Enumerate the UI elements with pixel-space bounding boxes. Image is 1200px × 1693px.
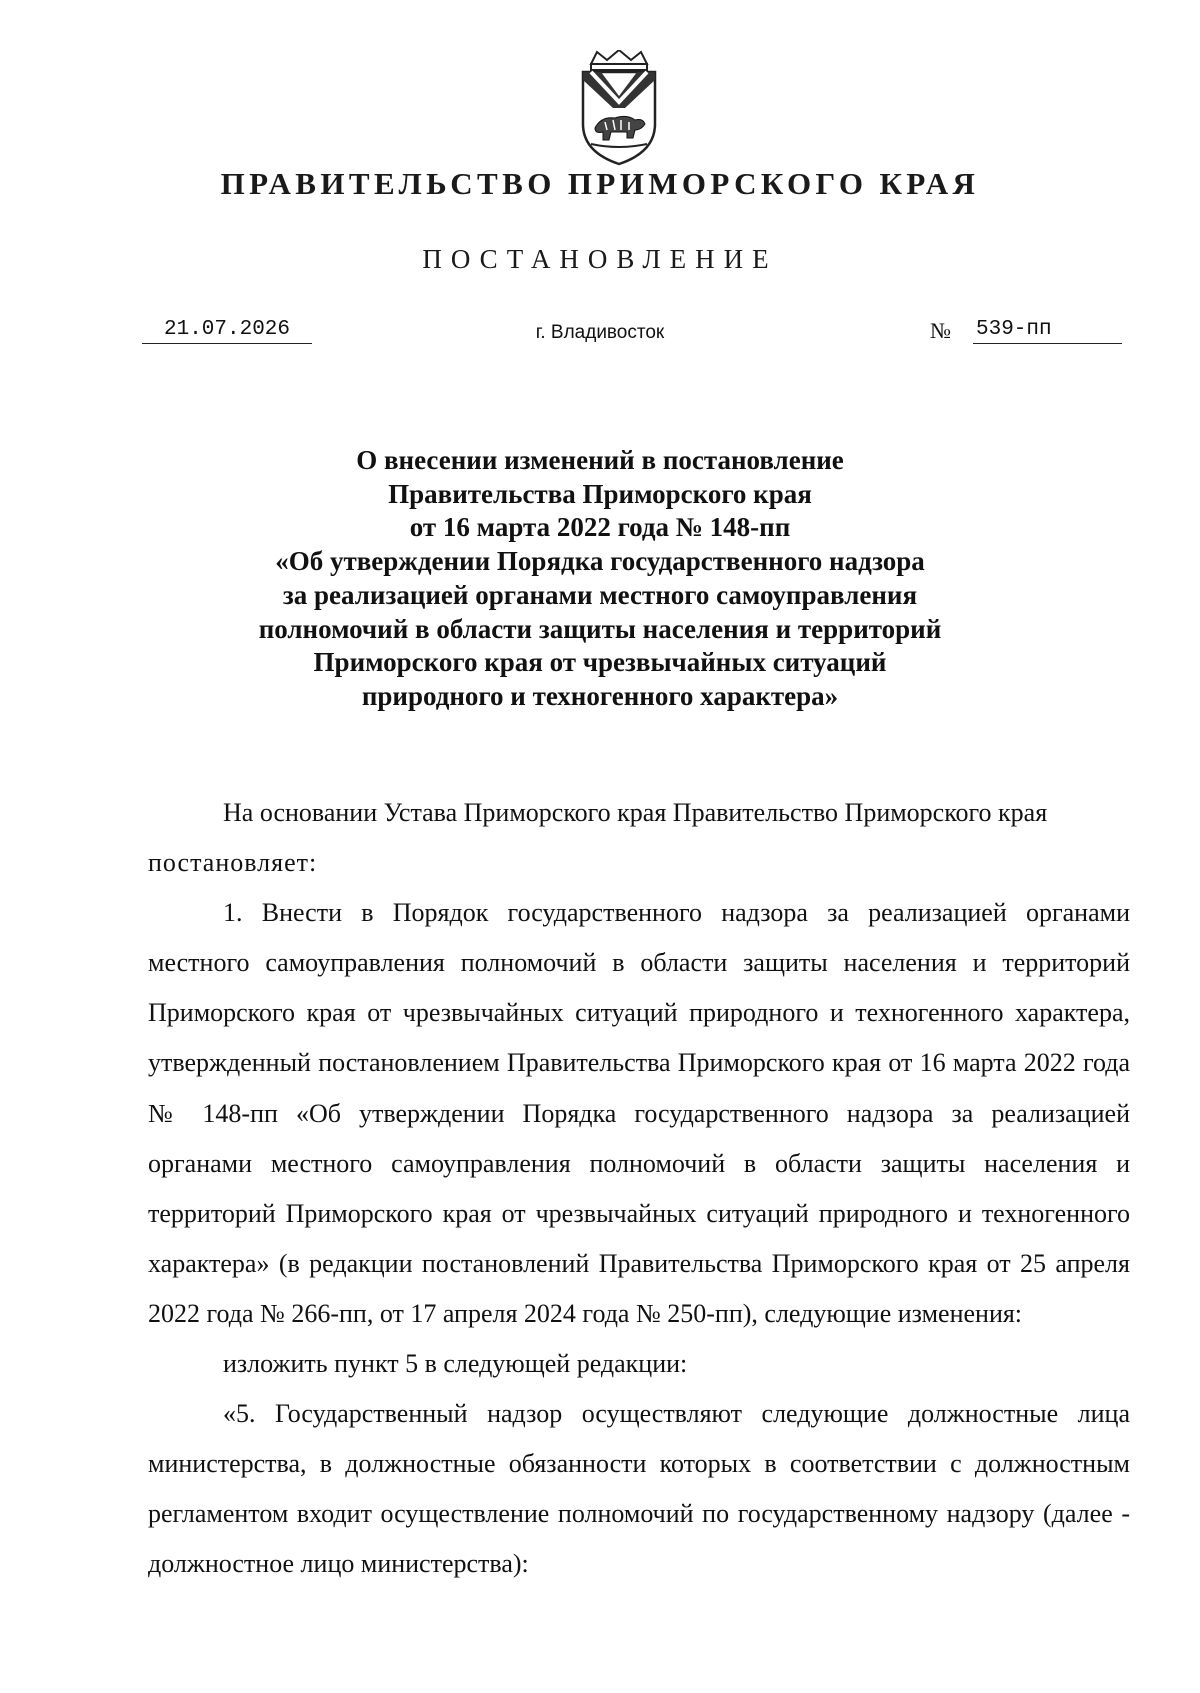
title-line: полномочий в области защиты населения и территорий — [258, 613, 942, 644]
point-5-paragraph: «5. Государственный надзор осуществляют следующие должностные лица министерства, в должностные обязанности которых в соответствии с должностным регламентом входит осуществление полномочий по государственному надзору (далее - должностное лицо министерства): — [148, 1399, 1130, 1579]
title-line: Приморского края от чрезвычайных ситуаций — [313, 647, 887, 678]
document-number: 539-пп — [973, 318, 1122, 344]
document-type: ПОСТАНОВЛЕНИЕ — [422, 244, 778, 274]
title-line: за реализацией органами местного самоуправления — [282, 579, 918, 610]
document-title — [160, 444, 1040, 714]
document-body — [148, 788, 1130, 1590]
document-date: 21.07.2026 — [142, 318, 312, 344]
organization-name: ПРАВИТЕЛЬСТВО ПРИМОРСКОГО КРАЯ — [220, 166, 980, 201]
title-line: О внесении изменений в постановление — [356, 445, 844, 475]
item-1-paragraph: 1. Внести в Порядок государственного надзора за реализацией органами местного самоуправления полномочий в области защиты населения и территорий Приморского края от чрезвычайных ситуаций природного и техногенного характера, утвержденный постановлением Правительства Приморского края от 16 марта 2022 года № 148-пп «Об утверждении Порядка государственного надзора за реализацией органами местного самоуправления полномочий в области защиты населения и территорий Приморского края от чрезвычайных ситуаций природного и техногенного характера» (в редакции постановлений Правительства Приморского края от 25 апреля 2022 года № 266-пп, от 17 апреля 2024 года № 250-пп), следующие изменения: — [148, 898, 1130, 1328]
title-line: от 16 марта 2022 года № 148-пп — [409, 512, 791, 543]
primorsky-krai-coat-of-arms-icon — [575, 50, 663, 168]
intro-paragraph: На основании Устава Приморского края Правительство Приморского края — [223, 798, 1048, 827]
title-line: природного и техногенного характера» — [361, 680, 839, 711]
title-line: Правительства Приморского края — [388, 478, 812, 509]
title-line: «Об утверждении Порядка государственного надзора — [275, 546, 925, 577]
resolution-verb: постановляет: — [148, 848, 318, 878]
document-city: г. Владивосток — [535, 322, 665, 343]
item-1-subparagraph: изложить пункт 5 в следующей редакции: — [223, 1349, 688, 1379]
document-number-label: № — [930, 318, 951, 343]
